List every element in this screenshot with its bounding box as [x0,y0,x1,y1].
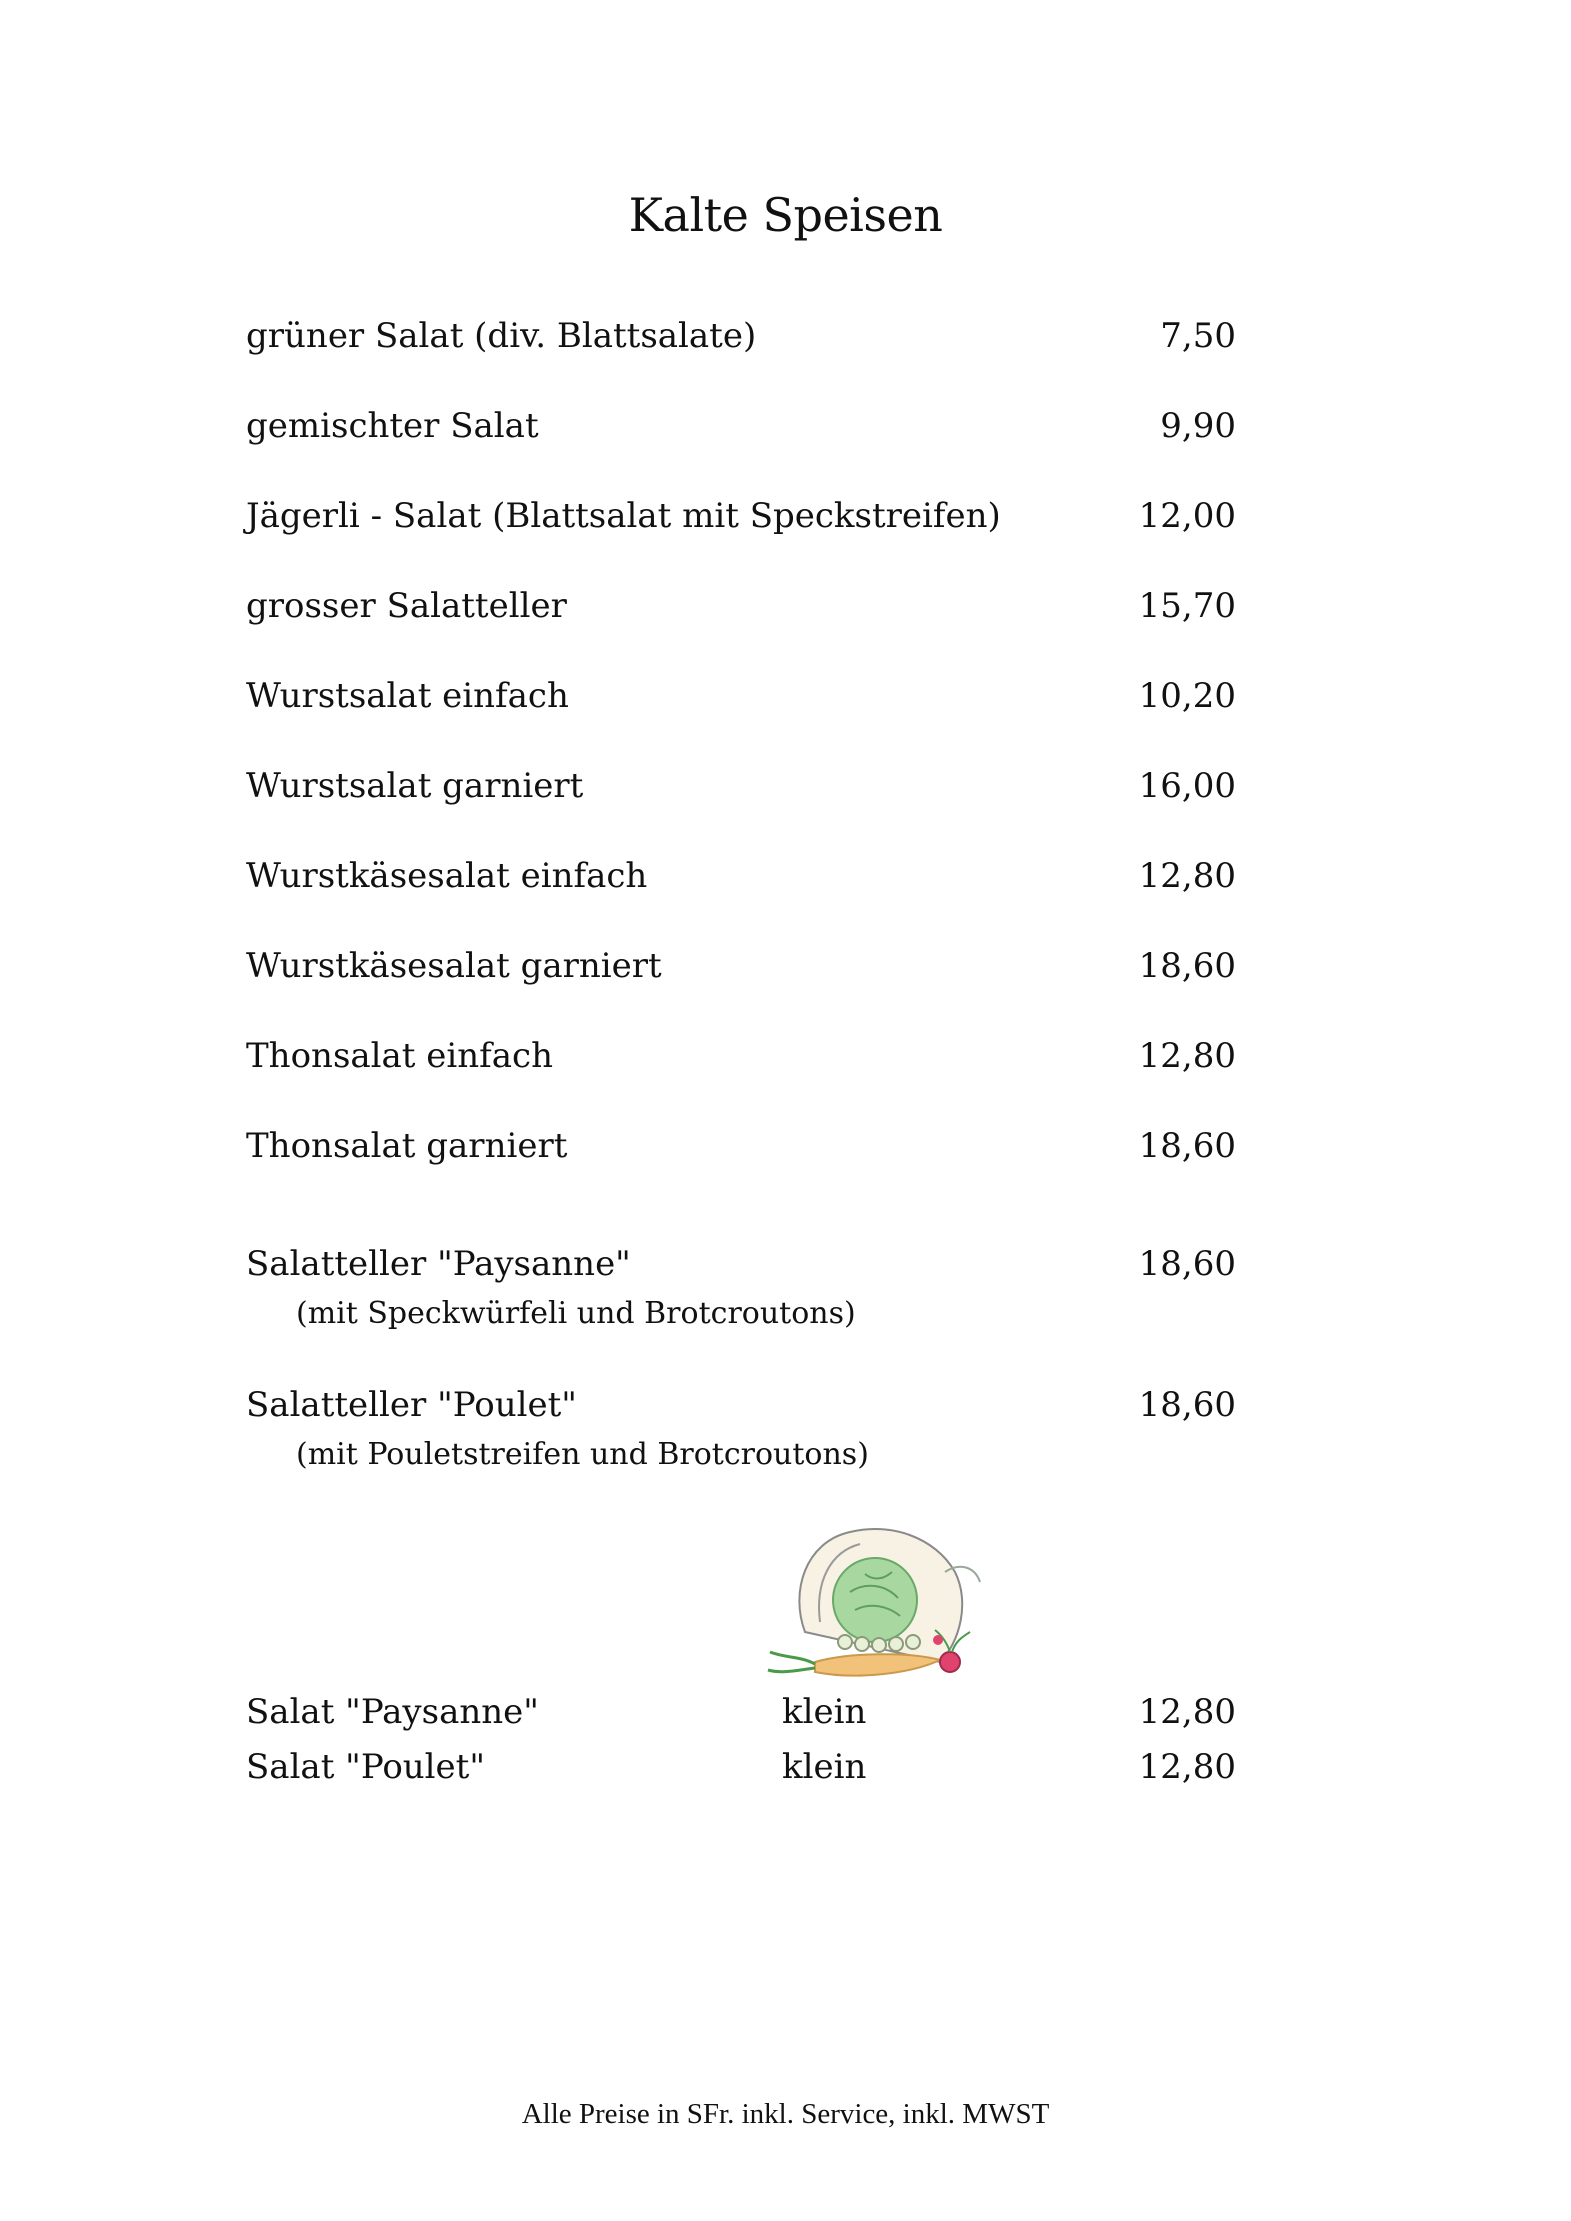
small-item [246,1692,1236,1742]
item-name: grüner Salat (div. Blattsalate) [246,316,757,356]
menu-item [246,766,1236,816]
small-item [246,1747,1236,1797]
menu-item [246,316,1236,366]
item-price: 12,00 [1138,496,1236,536]
item-name: Salatteller "Poulet" [246,1385,577,1425]
item-name: Salat "Poulet" [246,1747,485,1787]
item-name: Jägerli - Salat (Blattsalat mit Speckstreifen) [246,496,1001,536]
item-name: Salat "Paysanne" [246,1692,539,1732]
page-title: Kalte Speisen [628,188,943,242]
item-name: gemischter Salat [246,406,539,446]
item-size: klein [782,1747,867,1787]
item-price: 18,60 [1138,1244,1236,1284]
item-name: Wurstsalat einfach [246,676,569,716]
menu-item [246,676,1236,726]
item-price: 18,60 [1138,1385,1236,1425]
item-name: Thonsalat garniert [246,1126,568,1166]
item-price: 12,80 [1138,856,1236,896]
item-note: (mit Speckwürfeli und Brotcroutons) [296,1296,856,1331]
item-price: 9,90 [1160,406,1236,446]
menu-item [246,946,1236,996]
item-name: grosser Salatteller [246,586,567,626]
menu-item [246,856,1236,906]
item-name: Wurstsalat garniert [246,766,584,806]
footer-note: Alle Preise in SFr. inkl. Service, inkl. MWST [521,2098,1050,2130]
item-price: 12,80 [1138,1036,1236,1076]
item-price: 16,00 [1138,766,1236,806]
item-note: (mit Pouletstreifen und Brotcroutons) [296,1437,869,1472]
platter-item [246,1244,1236,1344]
item-price: 18,60 [1138,946,1236,986]
platter-item [246,1385,1236,1485]
item-price: 12,80 [1138,1692,1236,1732]
item-price: 10,20 [1138,676,1236,716]
item-price: 12,80 [1138,1747,1236,1787]
menu-item [246,1126,1236,1176]
item-name: Wurstkäsesalat garniert [246,946,662,986]
item-name: Salatteller "Paysanne" [246,1244,631,1284]
item-name: Thonsalat einfach [246,1036,553,1076]
menu-item [246,406,1236,456]
item-price: 7,50 [1160,316,1236,356]
item-price: 15,70 [1138,586,1236,626]
menu-item [246,586,1236,636]
vegetables-illustration-icon [760,1512,1020,1692]
item-size: klein [782,1692,867,1732]
menu-item [246,496,1236,546]
item-price: 18,60 [1138,1126,1236,1166]
item-name: Wurstkäsesalat einfach [246,856,648,896]
menu-item [246,1036,1236,1086]
